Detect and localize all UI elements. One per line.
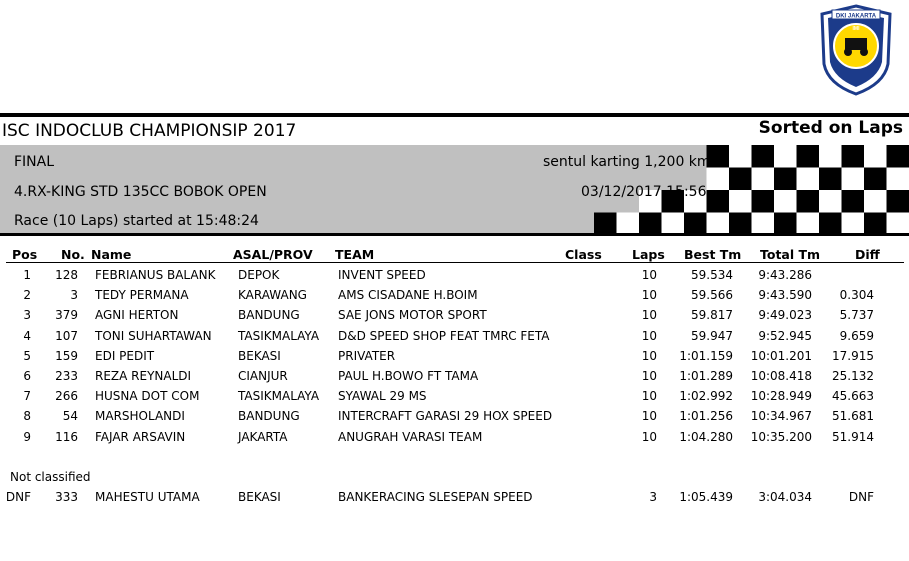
- cell-prov: BEKASI: [238, 348, 281, 363]
- cell-best: 1:01.256: [679, 409, 733, 424]
- cell-diff: 9.659: [839, 328, 874, 343]
- table-row: [0, 268, 909, 288]
- cell-team: SYAWAL 29 MS: [338, 389, 427, 404]
- cell-team: AMS CISADANE H.BOIM: [338, 288, 478, 303]
- cell-laps: 10: [641, 308, 657, 323]
- table-row: [0, 288, 909, 308]
- cell-pos: 6: [23, 369, 31, 383]
- table-row: [0, 329, 909, 349]
- cell-name: HUSNA DOT COM: [95, 389, 200, 404]
- col-prov: ASAL/PROV: [233, 247, 313, 262]
- cell-total: 9:43.286: [758, 268, 812, 282]
- cell-laps: 10: [641, 369, 657, 383]
- cell-name: EDI PEDIT: [95, 348, 155, 363]
- cell-no: 107: [55, 328, 78, 343]
- col-total: Total Tm: [760, 247, 821, 262]
- info-band-bottom-rule: [0, 233, 909, 236]
- cell-laps: 10: [641, 268, 657, 282]
- cell-pos: 1: [23, 268, 31, 282]
- cell-laps: 3: [649, 490, 657, 504]
- cell-name: REZA REYNALDI: [95, 369, 192, 383]
- cell-total: 3:04.034: [758, 490, 812, 504]
- cell-pos: 3: [23, 308, 31, 323]
- table-row: [0, 389, 909, 409]
- cell-no: 128: [55, 268, 78, 282]
- svg-text:IMI: IMI: [852, 26, 860, 32]
- cell-prov: BEKASI: [238, 490, 281, 504]
- col-class: Class: [565, 247, 602, 262]
- cell-diff: 17.915: [832, 348, 874, 363]
- sort-label: Sorted on Laps: [758, 118, 903, 138]
- cell-prov: BANDUNG: [238, 409, 300, 424]
- cell-laps: 10: [641, 429, 657, 444]
- svg-text:DKI JAKARTA: DKI JAKARTA: [835, 13, 877, 20]
- cell-diff: 5.737: [839, 308, 874, 323]
- cell-best: 1:01.289: [679, 369, 733, 383]
- cell-laps: 10: [641, 348, 657, 363]
- cell-diff: DNF: [848, 490, 874, 504]
- cell-best: 59.566: [691, 288, 733, 303]
- cell-team: D&D SPEED SHOP FEAT TMRC FETA: [338, 328, 550, 343]
- table-row: [0, 369, 909, 389]
- cell-best: 59.817: [691, 308, 733, 323]
- class-name: 4.RX-KING STD 135CC BOBOK OPEN: [14, 184, 267, 200]
- cell-prov: TASIKMALAYA: [238, 389, 320, 404]
- cell-total: 10:08.418: [750, 369, 812, 383]
- cell-laps: 10: [641, 389, 657, 404]
- cell-pos: 2: [23, 288, 31, 303]
- venue-label: sentul karting 1,200 km: [543, 154, 711, 170]
- cell-prov: CIANJUR: [238, 369, 288, 383]
- table-row: [0, 430, 909, 450]
- cell-best: 1:04.280: [679, 429, 733, 444]
- cell-team: INTERCRAFT GARASI 29 HOX SPEED: [338, 409, 553, 424]
- col-no: No.: [61, 247, 85, 262]
- cell-name: AGNI HERTON: [95, 308, 179, 323]
- cell-name: TONI SUHARTAWAN: [95, 328, 212, 343]
- cell-total: 9:52.945: [758, 328, 812, 343]
- championship-title: ISC INDOCLUB CHAMPIONSIP 2017: [2, 121, 297, 141]
- cell-no: 266: [55, 389, 78, 404]
- cell-team: PRIVATER: [338, 348, 396, 363]
- cell-pos: 8: [23, 409, 31, 424]
- cell-no: 333: [55, 490, 78, 504]
- cell-diff: 45.663: [832, 389, 874, 404]
- cell-laps: 10: [641, 409, 657, 424]
- cell-prov: TASIKMALAYA: [238, 328, 320, 343]
- cell-diff: 51.681: [832, 409, 874, 424]
- cell-diff: 0.304: [839, 288, 874, 303]
- cell-no: 116: [55, 429, 78, 444]
- cell-pos: 9: [23, 429, 31, 444]
- table-row: [0, 490, 909, 510]
- cell-team: PAUL H.BOWO FT TAMA: [338, 369, 479, 383]
- col-name: Name: [91, 247, 132, 262]
- cell-total: 9:49.023: [758, 308, 812, 323]
- cell-team: BANKERACING SLESEPAN SPEED: [338, 490, 533, 504]
- cell-total: 10:35.200: [750, 429, 812, 444]
- cell-total: 10:01.201: [750, 348, 812, 363]
- table-row: [0, 409, 909, 429]
- cell-team: ANUGRAH VARASI TEAM: [338, 429, 483, 444]
- cell-team: SAE JONS MOTOR SPORT: [338, 308, 487, 323]
- cell-name: TEDY PERMANA: [95, 288, 189, 303]
- col-pos: Pos: [12, 247, 38, 262]
- cell-laps: 10: [641, 288, 657, 303]
- race-info: Race (10 Laps) started at 15:48:24: [14, 213, 259, 229]
- event-datetime: 03/12/2017 15:56: [581, 184, 707, 200]
- cell-prov: DEPOK: [238, 268, 280, 282]
- table-row: [0, 349, 909, 369]
- cell-no: 159: [55, 348, 78, 363]
- not-classified-label: Not classified: [10, 470, 91, 484]
- cell-best: 59.534: [691, 268, 733, 282]
- cell-best: 1:02.992: [679, 389, 733, 404]
- col-best: Best Tm: [684, 247, 742, 262]
- imi-dki-jakarta-logo: [818, 4, 894, 96]
- cell-name: MAHESTU UTAMA: [95, 490, 200, 504]
- cell-no: 233: [55, 369, 78, 383]
- cell-diff: 51.914: [832, 429, 874, 444]
- cell-no: 3: [70, 288, 78, 303]
- cell-name: FEBRIANUS BALANK: [95, 268, 216, 282]
- table-row: [0, 308, 909, 328]
- col-laps: Laps: [632, 247, 665, 262]
- cell-pos: DNF: [5, 490, 31, 504]
- cell-name: FAJAR ARSAVIN: [95, 429, 186, 444]
- cell-pos: 4: [23, 328, 31, 343]
- cell-total: 9:43.590: [758, 288, 812, 303]
- col-diff: Diff: [855, 247, 880, 262]
- cell-best: 1:05.439: [679, 490, 733, 504]
- cell-laps: 10: [641, 328, 657, 343]
- cell-pos: 5: [23, 348, 31, 363]
- cell-prov: JAKARTA: [238, 429, 288, 444]
- cell-no: 379: [55, 308, 78, 323]
- cell-total: 10:28.949: [750, 389, 812, 404]
- cell-total: 10:34.967: [750, 409, 812, 424]
- cell-name: MARSHOLANDI: [95, 409, 185, 424]
- cell-best: 59.947: [691, 328, 733, 343]
- cell-prov: BANDUNG: [238, 308, 300, 323]
- cell-best: 1:01.159: [679, 348, 733, 363]
- stage-label: FINAL: [14, 154, 55, 170]
- cell-team: INVENT SPEED: [338, 268, 426, 282]
- cell-pos: 7: [23, 389, 31, 404]
- header-rule: [6, 262, 904, 263]
- cell-no: 54: [62, 409, 78, 424]
- cell-diff: 25.132: [832, 369, 874, 383]
- cell-prov: KARAWANG: [238, 288, 307, 303]
- top-rule: [0, 113, 909, 117]
- col-team: TEAM: [335, 247, 375, 262]
